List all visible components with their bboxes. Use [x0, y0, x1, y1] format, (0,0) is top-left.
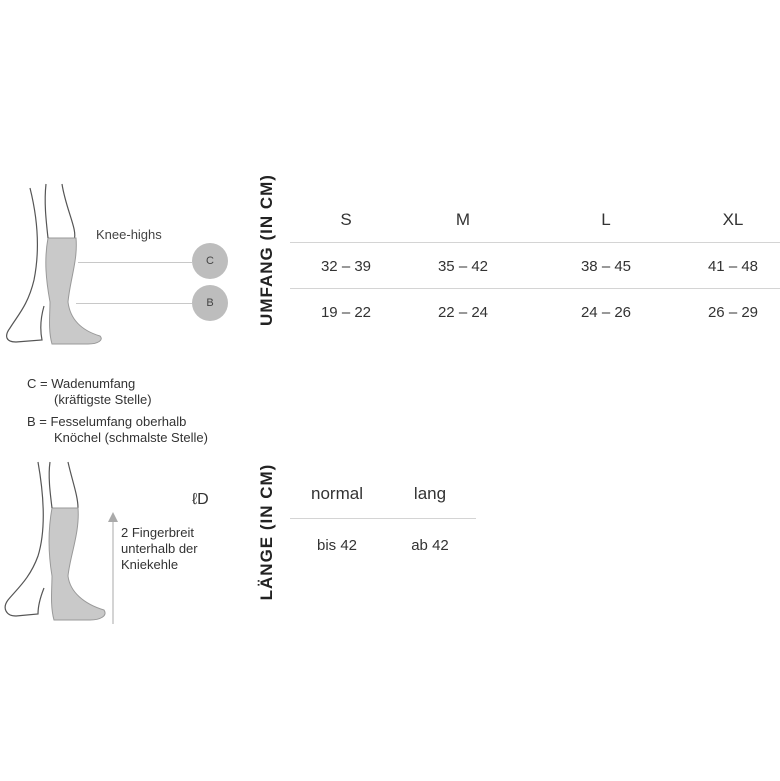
knee-highs-label: Knee-highs	[96, 227, 162, 242]
size-cell: 24 – 26	[580, 304, 632, 321]
size-header-l: L	[601, 210, 611, 229]
size-cell: 38 – 45	[580, 258, 632, 275]
length-cell: ab 42	[411, 537, 449, 554]
umfang-vertical-label: UMFANG (IN CM)	[257, 174, 276, 326]
laenge-vertical-label: LÄNGE (IN CM)	[257, 463, 276, 601]
circle-b-marker: B	[192, 285, 228, 321]
c-guide-line	[78, 262, 192, 263]
legend-b-line1: B = Fesselumfang oberhalb	[27, 414, 187, 429]
size-table-rule-1	[290, 242, 780, 243]
legend-c-line1: C = Wadenumfang	[27, 376, 136, 391]
length-header-lang: lang	[413, 484, 447, 503]
circle-c-marker: C	[192, 243, 228, 279]
size-cell: 26 – 29	[707, 304, 759, 321]
size-header-xl: XL	[722, 210, 744, 229]
leg-illustration-top	[0, 180, 130, 350]
legend-c-line2: (kräftigste Stelle)	[54, 392, 152, 407]
note-line1: 2 Fingerbreit	[121, 525, 194, 540]
size-cell: 19 – 22	[320, 304, 372, 321]
size-header-s: S	[340, 210, 352, 229]
size-header-m: M	[455, 210, 471, 229]
length-cell: bis 42	[316, 537, 358, 554]
note-line2: unterhalb der	[121, 541, 198, 556]
b-guide-line	[76, 303, 192, 304]
size-cell: 22 – 24	[437, 304, 489, 321]
size-cell: 41 – 48	[707, 258, 759, 275]
size-cell: 35 – 42	[437, 258, 489, 275]
arrow-up-icon	[106, 512, 120, 624]
size-cell: 32 – 39	[320, 258, 372, 275]
note-line3: Kniekehle	[121, 557, 179, 572]
ld-label: ℓD	[192, 491, 209, 508]
legend-b-line2: Knöchel (schmalste Stelle)	[54, 430, 208, 445]
length-header-normal: normal	[311, 484, 363, 503]
size-table-rule-2	[290, 288, 780, 289]
length-table-rule	[290, 518, 476, 519]
